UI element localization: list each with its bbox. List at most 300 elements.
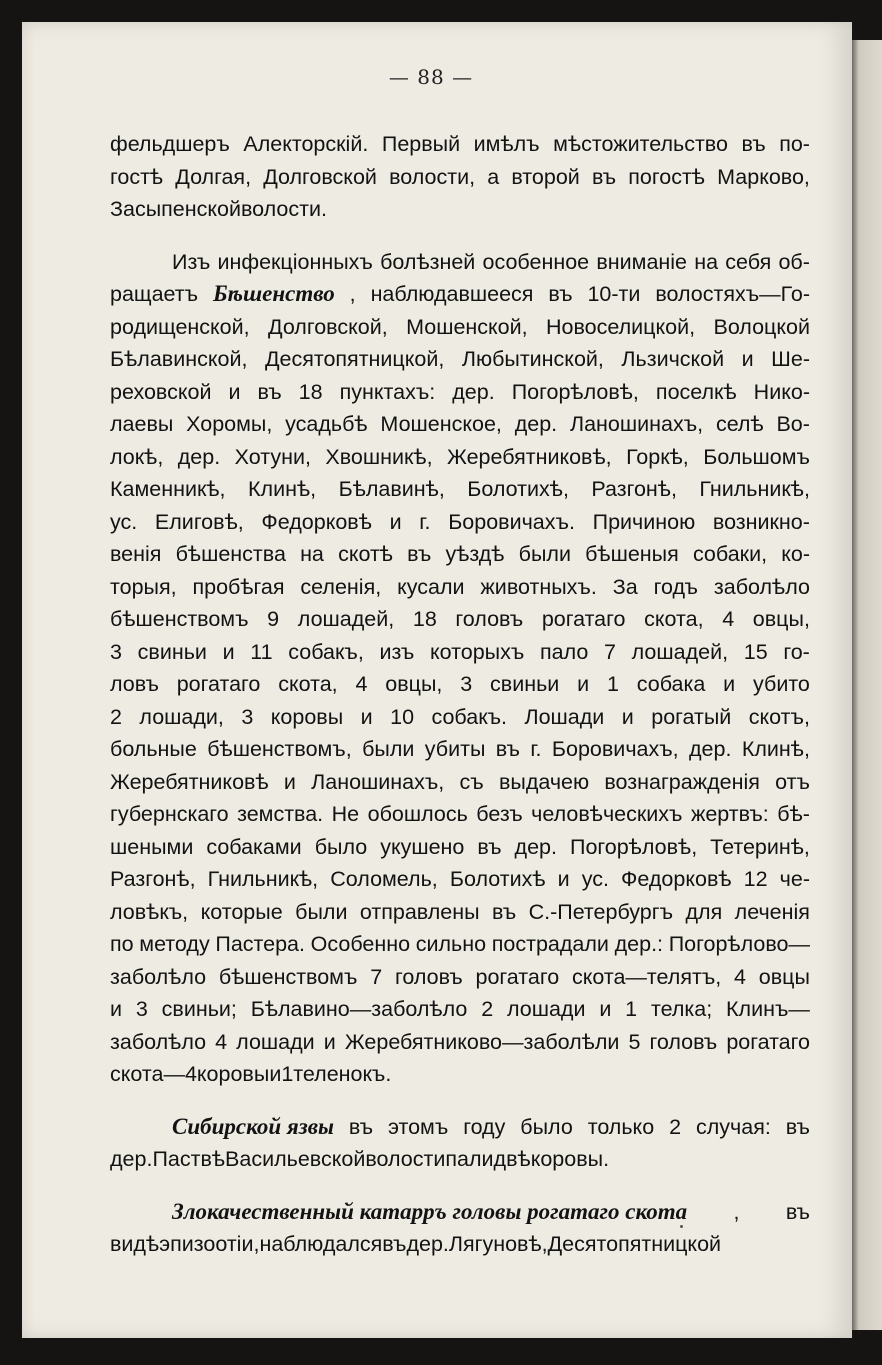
word: Боровичахъ.: [448, 509, 575, 534]
word: въ: [491, 899, 517, 924]
word: Марково,: [717, 164, 810, 189]
text-line: [110, 928, 810, 961]
word: 4: [355, 672, 368, 696]
word: ловѣкъ,: [110, 899, 189, 924]
paragraph-gap: [110, 1176, 810, 1196]
word: свиньи;: [161, 997, 237, 1021]
word: которые: [200, 899, 283, 924]
word: Пастера.: [215, 932, 305, 956]
word: Ше-: [771, 347, 810, 371]
word: 12: [743, 867, 768, 891]
word: и: [228, 379, 241, 404]
word: Причиною: [592, 509, 696, 534]
page-number: — 88 —: [388, 65, 474, 89]
text-line: [110, 668, 810, 701]
word: скота—телятъ,: [571, 964, 722, 989]
word: а: [487, 164, 500, 189]
word: заболѣло: [110, 1029, 207, 1054]
word: селѣ: [715, 412, 764, 436]
word: овцы,: [752, 607, 810, 631]
word: коровы: [196, 1062, 270, 1086]
word: въ: [495, 737, 520, 761]
word: видѣ: [110, 1232, 160, 1256]
paragraph: [110, 1196, 810, 1261]
word: фельдшеръ: [110, 132, 230, 156]
word: волости.: [240, 197, 327, 221]
word: Бѣлавино—заболѣло: [250, 997, 468, 1021]
word: рогатаго: [176, 672, 261, 696]
word: обошлось: [367, 802, 468, 826]
word: Жеребятниковѣ,: [447, 444, 612, 469]
word: для: [685, 899, 723, 924]
word: человѣческихъ: [531, 802, 683, 826]
word: Долговской: [263, 164, 377, 189]
word: Особенно: [310, 932, 411, 956]
text-line: [110, 193, 810, 226]
word: рогатаго: [726, 1029, 810, 1054]
word: дер.:: [614, 932, 664, 956]
word: жертвъ:: [690, 802, 769, 826]
word: свиньи: [137, 639, 207, 664]
word: Разгонѣ,: [110, 867, 196, 891]
word: леченiя: [734, 899, 810, 924]
paragraph-gap: [110, 1091, 810, 1111]
word: Не: [331, 802, 360, 826]
word: Соломель,: [330, 867, 438, 891]
word: ,: [349, 282, 356, 306]
word: ус.: [110, 509, 138, 534]
word: Ланошинахъ,: [569, 412, 704, 436]
word: Елиговѣ,: [154, 509, 244, 534]
word: наблюдался: [259, 1232, 383, 1256]
word: безъ: [476, 802, 523, 826]
word: Болотихѣ,: [467, 477, 569, 501]
word: бѣ-: [777, 802, 810, 826]
word: реховской: [110, 379, 212, 404]
word: коровы.: [530, 1147, 610, 1171]
word: земства.: [237, 802, 324, 826]
word: Десятопятницкой,: [264, 347, 445, 371]
text-line: [110, 993, 810, 1026]
word: локѣ,: [110, 444, 164, 469]
word: пострадали: [491, 932, 609, 956]
word: Погорѣловѣ,: [511, 379, 639, 404]
word: коровы: [270, 704, 344, 729]
word: 4: [722, 607, 735, 631]
text-line: [110, 311, 810, 344]
text-line: [110, 1058, 810, 1091]
word: только: [587, 1114, 655, 1139]
word: Лошади: [524, 704, 605, 729]
word: Лягуновѣ,: [448, 1232, 548, 1256]
paragraph: [110, 1111, 810, 1176]
word: лошади: [236, 1029, 315, 1054]
word: на: [300, 542, 324, 566]
word: Первый: [381, 132, 461, 156]
word: губернскаго: [110, 802, 229, 826]
word: были: [295, 899, 348, 924]
word: изъ: [379, 639, 415, 664]
word: Десятопятницкой: [547, 1232, 722, 1256]
word: этомъ: [388, 1114, 449, 1139]
word: 7: [370, 964, 383, 989]
text-line: [110, 376, 810, 409]
word: 4: [215, 1029, 228, 1054]
word: бѣшенствомъ: [218, 964, 358, 989]
word: Хотуни,: [234, 444, 311, 469]
word: по-: [779, 132, 810, 156]
word: дер.: [514, 834, 557, 859]
paragraph: [110, 128, 810, 226]
word: Новоселицкой,: [546, 314, 696, 339]
word: было: [520, 1114, 573, 1139]
word: Гнильникѣ,: [699, 477, 810, 501]
word: 18: [298, 379, 323, 404]
word: ловъ: [110, 672, 159, 696]
word: и: [621, 704, 634, 729]
paragraph: [110, 246, 810, 1091]
word: г.: [530, 737, 542, 761]
word: Бѣлавинской,: [110, 347, 248, 371]
word: волости,: [389, 164, 476, 189]
word: въ: [548, 282, 573, 306]
word: Долгая,: [175, 164, 252, 189]
word: Долговской,: [268, 314, 388, 339]
word: Засыпенской: [110, 197, 241, 221]
word: Погорѣловѣ,: [569, 834, 698, 859]
word: головъ: [394, 964, 463, 989]
text-line: [110, 863, 810, 896]
word: и: [599, 997, 612, 1021]
word: выдачею: [498, 769, 590, 794]
word: Васильевской: [225, 1147, 366, 1171]
word: торыя,: [110, 574, 177, 599]
word: 3: [241, 704, 254, 729]
word: Клинѣ,: [741, 737, 810, 761]
word: Любытинской,: [461, 347, 604, 371]
word: Жеребятниковѣ: [110, 769, 269, 794]
word: усадьбѣ: [285, 412, 368, 436]
word: дер.: [689, 737, 732, 761]
word: Нико-: [753, 379, 810, 404]
word: методу: [139, 932, 210, 956]
word: че-: [779, 867, 810, 891]
word: лошади,: [139, 704, 224, 729]
word: ,: [733, 1199, 740, 1224]
word: и: [741, 347, 754, 371]
word: въ: [785, 1199, 810, 1224]
word: головъ: [649, 1029, 718, 1054]
text-line: [110, 636, 810, 669]
word: 11: [250, 639, 273, 664]
word: въ: [407, 542, 432, 566]
word: въ: [382, 1232, 407, 1256]
word: Хоромы,: [186, 412, 273, 436]
word: инфекцiонныхъ: [217, 249, 373, 274]
word: скота,: [278, 672, 338, 696]
word: телка;: [650, 997, 713, 1021]
word: заболѣло: [110, 964, 207, 989]
text-line: [110, 701, 810, 734]
word: За: [612, 574, 638, 599]
word: Паствѣ: [152, 1147, 226, 1171]
text-line: [110, 128, 810, 161]
word: 5: [628, 1029, 641, 1054]
word: скотъ,: [748, 704, 810, 729]
word: было: [314, 834, 368, 859]
word: и: [323, 1029, 336, 1054]
word: и: [222, 639, 235, 664]
word: овцы: [758, 964, 810, 989]
word: 7: [604, 639, 616, 664]
word: дер.: [110, 1147, 153, 1171]
text-line: [110, 343, 810, 376]
word: болѣзней: [380, 249, 476, 274]
word: были: [362, 737, 415, 761]
word: волости: [365, 1147, 446, 1171]
word: пробѣгая: [192, 574, 285, 599]
word: Во-: [776, 412, 810, 436]
word: 1: [281, 1062, 294, 1086]
word: 10-ти: [587, 282, 641, 306]
word: Жеребятниково—заболѣли: [344, 1029, 620, 1054]
word: заболѣло: [713, 574, 810, 599]
word: пали: [445, 1147, 494, 1171]
text-line: [110, 1228, 810, 1261]
word: и: [110, 997, 123, 1021]
text-line: [110, 473, 810, 506]
text-line: [110, 408, 810, 441]
word: 4: [734, 964, 746, 989]
text-line: [110, 1143, 810, 1176]
word: 2: [481, 997, 494, 1021]
word: мѣстожительство: [553, 132, 728, 156]
word: и: [283, 769, 296, 794]
word: Федорковѣ: [261, 509, 372, 534]
word: 3: [135, 997, 148, 1021]
word: ко-: [781, 542, 810, 566]
word: которыхъ: [430, 639, 525, 664]
word: Каменникѣ,: [110, 477, 226, 501]
word: и: [360, 704, 373, 729]
word: Изъ: [172, 249, 211, 274]
word: и: [389, 509, 402, 534]
word: убито: [753, 672, 810, 696]
text-line: [110, 896, 810, 929]
word: эпизоотiи,: [159, 1232, 260, 1256]
text-line: [110, 278, 810, 311]
word: Клинѣ,: [248, 477, 317, 501]
word: го-: [783, 639, 810, 664]
emphasized-term: Бѣшенство: [213, 281, 335, 306]
word: отъ: [775, 769, 810, 794]
next-page-edge: [852, 40, 882, 1330]
word: особенное: [482, 249, 590, 274]
word: лошади: [506, 997, 586, 1021]
word: 1: [625, 997, 638, 1021]
text-line: [110, 831, 810, 864]
word: дер.: [177, 444, 221, 469]
word: сильно: [415, 932, 487, 956]
text-line: [110, 571, 810, 604]
word: 9: [267, 607, 280, 631]
word: дер.: [452, 379, 495, 404]
word: кусали: [397, 574, 465, 599]
word: лошадей,: [297, 607, 395, 631]
word: животныхъ.: [480, 574, 597, 599]
word: и: [723, 672, 736, 696]
word: Мошенской,: [406, 314, 528, 339]
word: въ: [477, 834, 502, 859]
text-line: [110, 441, 810, 474]
word: отправлены: [359, 899, 480, 924]
word: были: [518, 542, 571, 566]
word: дер.: [514, 412, 558, 436]
word: родищенской,: [110, 314, 250, 339]
word: 10: [390, 704, 415, 729]
word: Клинъ—: [726, 997, 810, 1021]
text-line: [110, 161, 810, 194]
word: 18: [412, 607, 437, 631]
text-line: [110, 766, 810, 799]
word: собаки,: [692, 542, 768, 566]
word: погостѣ: [628, 164, 705, 189]
word: Алекторскiй.: [243, 132, 369, 156]
text-line: [110, 506, 810, 539]
word: собакъ.: [431, 704, 508, 729]
word: Горкѣ,: [626, 444, 689, 469]
word: венiя: [110, 542, 162, 566]
word: головъ: [455, 607, 524, 631]
word: 1: [606, 672, 619, 696]
word: случая:: [695, 1114, 771, 1139]
word: Хвошникѣ,: [325, 444, 433, 469]
word: имѣлъ: [473, 132, 540, 156]
word: годъ: [653, 574, 698, 599]
word: 3: [110, 639, 122, 664]
word: скота,: [644, 607, 704, 631]
word: дер.: [406, 1232, 449, 1256]
word: рогатаго: [475, 964, 560, 989]
word: и: [557, 867, 570, 891]
word: въ: [591, 164, 617, 189]
word: Волоцкой: [713, 314, 810, 339]
word: 3: [460, 672, 473, 696]
text-line: [110, 1196, 810, 1229]
word: году: [463, 1114, 506, 1139]
word: укушено: [380, 834, 465, 859]
word: свиньи: [490, 672, 560, 696]
word: Мошенское,: [380, 412, 502, 436]
word: об-: [778, 249, 810, 274]
word: Бѣлавинѣ,: [338, 477, 445, 501]
word: овцы,: [385, 672, 443, 696]
word: Боровичахъ,: [551, 737, 679, 761]
word: шеными: [110, 834, 194, 859]
text-line: [110, 733, 810, 766]
word: вознагражденiя: [604, 769, 760, 794]
text-line: [110, 1026, 810, 1059]
text-line: [110, 246, 810, 279]
word: Большомъ: [703, 444, 810, 469]
speck: [680, 1225, 683, 1228]
word: скота—4: [110, 1062, 197, 1086]
word: селенiя,: [300, 574, 382, 599]
word: гостѣ: [110, 164, 164, 189]
word: рогатаго: [541, 607, 626, 631]
word: Ланошинахъ,: [311, 769, 445, 794]
word: С.-Петербургъ: [528, 899, 674, 924]
word: пало: [539, 639, 589, 664]
text-line: [110, 538, 810, 571]
emphasized-term: Злокачественный катарръ головы рогатаго скота: [172, 1198, 688, 1224]
word: ращаетъ: [110, 282, 199, 306]
text-line: [110, 798, 810, 831]
word: лошадей,: [631, 639, 729, 664]
paragraph-gap: [110, 226, 810, 246]
word: двѣ: [493, 1147, 531, 1171]
word: поселкѣ: [655, 379, 737, 404]
word: лаевы: [110, 412, 174, 436]
word: бѣшеныя: [585, 542, 679, 566]
word: убиты: [424, 737, 486, 761]
word: себя: [725, 249, 772, 274]
word: 2: [110, 704, 122, 729]
word: г.: [419, 509, 431, 534]
word: Разгонѣ,: [591, 477, 677, 501]
word: съ: [459, 769, 484, 794]
word: 15: [743, 639, 768, 664]
word: ус.: [581, 867, 609, 891]
word: Болотихѣ: [449, 867, 546, 891]
text-line: [110, 1111, 810, 1144]
text-line: [110, 603, 810, 636]
word: собака: [636, 672, 706, 696]
word: теленокъ.: [293, 1062, 392, 1086]
word: пунктахъ:: [339, 379, 436, 404]
word: и: [269, 1062, 282, 1086]
word: въ: [257, 379, 282, 404]
word: больные: [110, 737, 197, 761]
word: въ: [741, 132, 766, 156]
word: вниманiе: [596, 249, 688, 274]
word: наблюдавшееся: [370, 282, 534, 306]
body-text: [110, 128, 810, 1261]
word: 2: [669, 1114, 682, 1139]
word: бѣшенствомъ: [110, 607, 249, 631]
word: въ: [348, 1114, 374, 1139]
emphasized-term: Сибирской язвы: [172, 1113, 334, 1139]
word: рогатый: [651, 704, 732, 729]
text-line: [110, 961, 810, 994]
word: волостяхъ—Го-: [655, 282, 810, 306]
word: уѣздѣ: [445, 542, 505, 566]
word: бѣшенства: [175, 542, 286, 566]
word: Федорковѣ: [621, 867, 732, 891]
word: Погорѣлово—: [668, 932, 810, 956]
word: и: [577, 672, 590, 696]
word: бѣшенствомъ,: [207, 737, 352, 761]
word: возникно-: [712, 509, 810, 534]
word: Гнильникѣ,: [207, 867, 319, 891]
word: въ: [785, 1114, 810, 1139]
word: собаками: [206, 834, 302, 859]
word: второй: [511, 164, 580, 189]
word: скотѣ: [338, 542, 393, 566]
word: Тетеринѣ,: [710, 834, 810, 859]
word: по: [110, 932, 134, 956]
word: Льзичской: [621, 347, 725, 371]
